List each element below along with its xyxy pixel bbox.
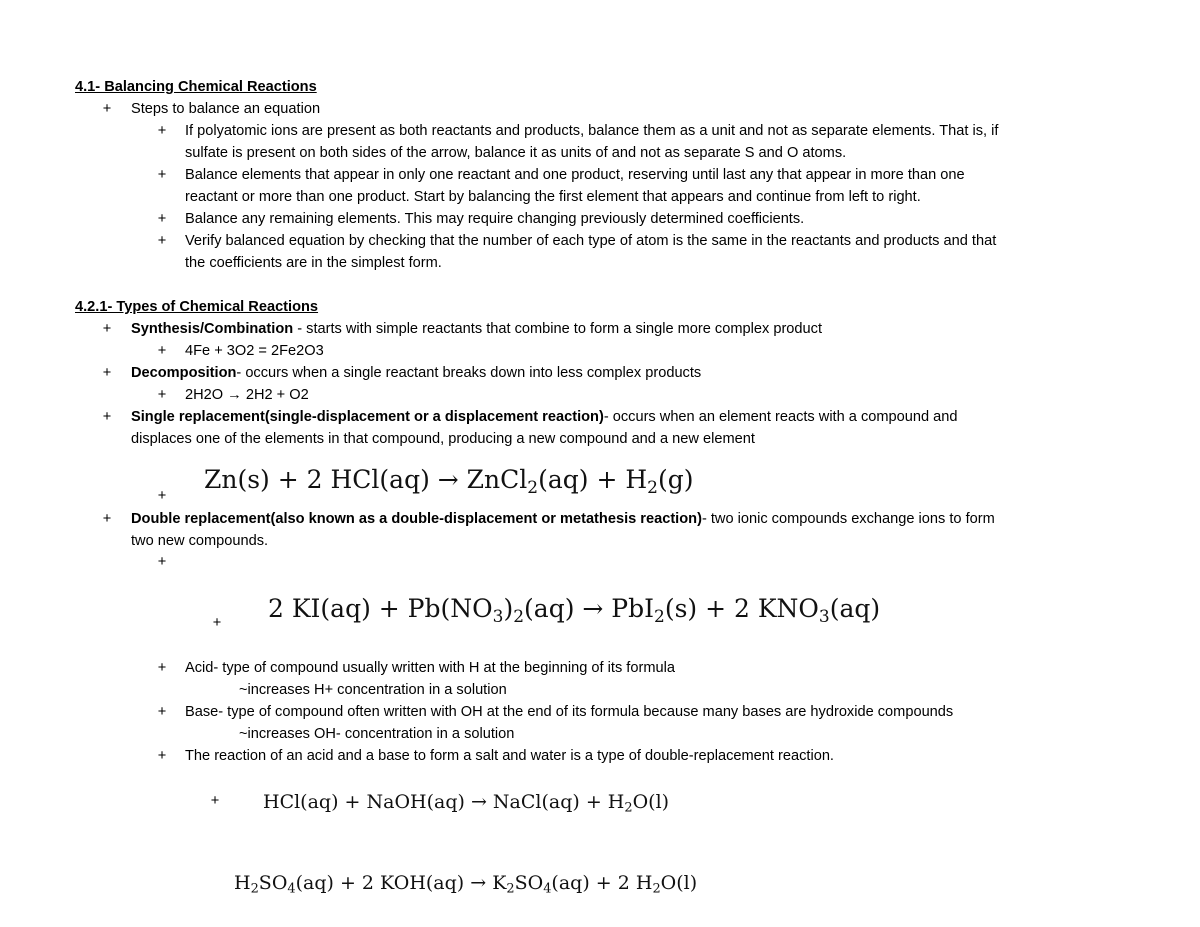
double-replacement-term: Double replacement(also known as a double-displacement or metathesis reaction) [131, 511, 702, 527]
step-4-line-2: the coefficients are in the simplest form. [185, 255, 442, 271]
single-replacement-item [131, 409, 958, 425]
bullet-icon: + [157, 167, 167, 183]
acid-note: ~increases H+ concentration in a solution [239, 682, 507, 698]
base-note: ~increases OH- concentration in a solution [239, 726, 515, 742]
decomposition-item [131, 365, 701, 381]
zinc-hcl-equation: Zn(s) + 2 HCl(aq) → ZnCl$_2$(aq) + $H_2(g)$ [204, 465, 694, 498]
single-replacement-term: Single replacement(single-displacement or a displacement reaction) [131, 409, 604, 425]
steps-label: Steps to balance an equation [131, 101, 321, 117]
bullet-icon: + [102, 409, 112, 425]
synthesis-term: Synthesis/Combination [131, 321, 294, 337]
step-2-line-1: Balance elements that appear in only one reactant and one product, reserving until last any that appear in more than one [185, 167, 965, 183]
step-1-line-2: sulfate is present on both sides of the arrow, balance it as units of and not as separate S and O atoms. [185, 145, 847, 161]
bullet-icon: + [157, 211, 167, 227]
double-replacement-desc-line-2: two new compounds. [131, 533, 269, 549]
bullet-icon: + [157, 748, 167, 764]
bullet-icon: + [102, 321, 112, 337]
bullet-icon: + [157, 704, 167, 720]
synthesis-example: 4Fe + 3O2 = 2Fe2O3 [185, 343, 324, 359]
bullet-icon: + [157, 488, 167, 504]
step-1-line-1: If polyatomic ions are present as both reactants and products, balance them as a unit and not as separate elements. That is, if [185, 123, 999, 139]
bullet-icon: + [102, 101, 112, 117]
bullet-icon: + [157, 387, 167, 403]
single-replacement-desc: - occurs when an element reacts with a compound and [603, 409, 958, 425]
bullet-icon: + [157, 660, 167, 676]
double-replacement-desc: - two ionic compounds exchange ions to form [701, 511, 995, 527]
decomposition-term: Decomposition [131, 365, 237, 381]
single-replacement-desc-line-2: displaces one of the elements in that compound, producing a new compound and a new element [131, 431, 755, 447]
step-3-line-1: Balance any remaining elements. This may require changing previously determined coefficients. [185, 211, 805, 227]
section-heading-balancing: 4.1- Balancing Chemical Reactions [75, 79, 317, 95]
bullet-icon: + [102, 365, 112, 381]
ki-pbno3-equation: 2 $KI(aq) + Pb(NO_3)_2(aq) \to PbI_2(s) + 2$ $KNO_3(aq)$ [268, 594, 881, 627]
bullet-icon: + [157, 233, 167, 249]
bullet-icon: + [157, 554, 167, 570]
acid-definition: Acid- type of compound usually written with H at the beginning of its formula [185, 660, 675, 676]
bullet-icon: + [212, 615, 222, 631]
decomposition-example: 2H2O → 2H2 + O2 [185, 387, 309, 403]
step-4-line-1: Verify balanced equation by checking that the number of each type of atom is the same in the reactants and products and that [185, 233, 997, 249]
decomposition-desc: - occurs when a single reactant breaks down into less complex products [236, 365, 702, 381]
neutralization-definition: The reaction of an acid and a base to form a salt and water is a type of double-replacement reaction. [185, 748, 834, 764]
double-replacement-item [131, 511, 995, 527]
bullet-icon: + [210, 793, 220, 809]
synthesis-desc: - starts with simple reactants that combine to form a single more complex product [293, 321, 823, 337]
base-definition: Base- type of compound often written with OH at the end of its formula because many bases are hydroxide compounds [185, 704, 954, 720]
synthesis-item [131, 321, 822, 337]
step-2-line-2: reactant or more than one product. Start by balancing the first element that appears and continue from left to right. [185, 189, 921, 205]
hcl-naoh-equation: HCl(aq) + NaOH(aq) → NaCl(aq) + $H_2O(l)$ [263, 791, 670, 816]
section-heading-types: 4.2.1- Types of Chemical Reactions [75, 299, 319, 315]
h2so4-koh-equation: $H_2SO_4(aq) + 2$ $KOH(aq) \to K_2SO_4(aq) + 2$ $H_2O(l)$ [234, 872, 698, 897]
bullet-icon: + [157, 343, 167, 359]
bullet-icon: + [157, 123, 167, 139]
bullet-icon: + [102, 511, 112, 527]
